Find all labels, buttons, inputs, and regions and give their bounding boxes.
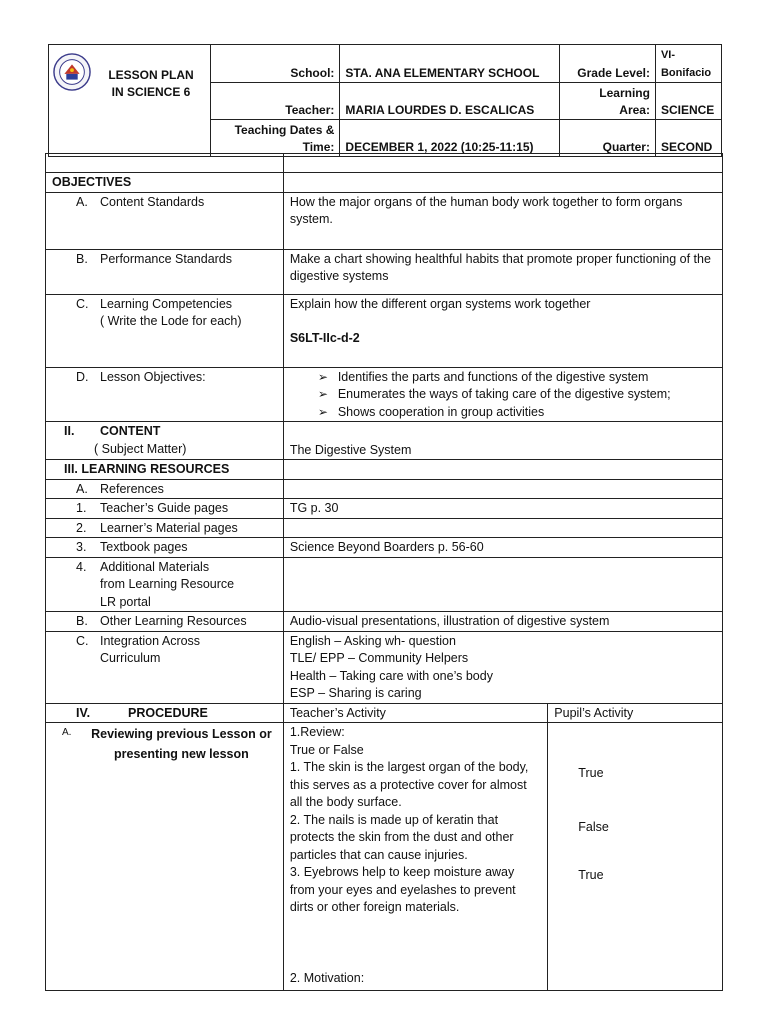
title-line2: IN SCIENCE 6	[111, 85, 191, 99]
header-table	[48, 44, 722, 157]
learning-competencies-label: C. Learning Competencies ( Write the Lode for each)	[46, 294, 284, 367]
lesson-objectives-label: D. Lesson Objectives:	[46, 367, 284, 422]
area-label-line1: Learning	[599, 86, 650, 100]
textbook-label: 3. Textbook pages	[46, 538, 284, 558]
review-question: 3. Eyebrows help to keep moisture away from your eyes and eyelashes to prevent dirts or other foreign materials.	[289, 865, 516, 914]
grade-value: VI-Bonifacio	[655, 45, 721, 83]
dates-label	[210, 120, 340, 157]
motivation-label: 2. Motivation:	[289, 970, 365, 985]
content-standards-value: How the major organs of the human body work together to form organs system.	[283, 192, 722, 249]
pupil-answer: False	[578, 819, 609, 834]
blank-cell-right	[283, 154, 722, 173]
textbook-value: Science Beyond Boarders p. 56-60	[283, 538, 722, 558]
teachers-guide-value: TG p. 30	[283, 499, 722, 519]
pupil-answer: True	[578, 766, 604, 780]
performance-standards-label: B. Performance Standards	[46, 249, 284, 294]
area-label	[560, 83, 656, 120]
teacher-activity-cell	[283, 723, 547, 991]
objective-item: ➢ Identifies the parts and functions of the digestive system	[318, 369, 716, 387]
dates-label-line1: Teaching Dates &	[234, 123, 335, 137]
integration-value	[283, 631, 722, 703]
blank-cell-left	[46, 154, 284, 173]
references-label: A. References	[46, 479, 284, 499]
teacher-activity-header: Teacher’s Activity	[283, 703, 547, 723]
quarter-value: SECOND	[655, 120, 721, 157]
objectives-list	[290, 369, 716, 422]
competencies-sub: ( Write the Lode for each)	[100, 314, 242, 328]
integration-line: English – Asking wh- question	[289, 633, 456, 648]
learners-material-value	[283, 518, 722, 538]
additional-materials-label: 4. Additional Materials from Learning Resource LR portal	[46, 557, 284, 612]
performance-standards-value: Make a chart showing healthful habits that promote proper functioning of the digestive systems	[283, 249, 722, 294]
objective-item: ➢ Shows cooperation in group activities	[318, 404, 716, 422]
review-question: 2. The nails is made up of keratin that protects the skin from the dust and other particles that can cause injuries.	[289, 812, 514, 862]
area-value: SCIENCE	[655, 83, 721, 120]
dates-label-line2: Time:	[302, 140, 335, 154]
other-resources-label: B. Other Learning Resources	[46, 612, 284, 632]
content-sub: ( Subject Matter)	[94, 441, 187, 456]
quarter-label: Quarter:	[560, 120, 656, 157]
lesson-plan-title	[91, 67, 211, 101]
school-label: School:	[210, 45, 340, 83]
review-question: 1. The skin is the largest organ of the body, this serves as a protective cover for almost all the body surface.	[289, 760, 529, 809]
teachers-guide-label: 1. Teacher’s Guide pages	[46, 499, 284, 519]
deped-seal-icon	[53, 53, 91, 91]
pupil-activity-cell	[548, 723, 723, 991]
teacher-label: Teacher:	[210, 83, 340, 120]
other-resources-value: Audio-visual presentations, illustration of digestive system	[283, 612, 722, 632]
review-title: 1.Review:	[289, 725, 345, 739]
integration-line: ESP – Sharing is caring	[289, 686, 422, 700]
integration-label: C. Integration Across Curriculum	[46, 631, 284, 703]
integration-line: TLE/ EPP – Community Helpers	[289, 651, 469, 665]
additional-materials-value	[283, 557, 722, 612]
reviewing-lesson-label: A. Reviewing previous Lesson or presenting new lesson	[46, 723, 284, 991]
review-sub: True or False	[289, 742, 364, 757]
objectives-heading: OBJECTIVES	[46, 173, 284, 193]
integration-line: Health – Taking care with one’s body	[289, 668, 493, 683]
learning-competencies-value: Explain how the different organ systems work together S6LT-IIc-d-2	[283, 294, 722, 367]
objective-item: ➢ Enumerates the ways of taking care of the digestive system;	[318, 386, 716, 404]
content-label: II. CONTENT ( Subject Matter)	[46, 422, 284, 460]
content-value: The Digestive System	[283, 422, 722, 460]
area-label-line2: Area:	[619, 103, 650, 117]
school-value: STA. ANA ELEMENTARY SCHOOL	[340, 45, 560, 83]
title-cell	[49, 45, 211, 157]
lesson-objectives-value	[283, 367, 722, 422]
teacher-value: MARIA LOURDES D. ESCALICAS	[340, 83, 560, 120]
pupil-activity-header: Pupil’s Activity	[548, 703, 723, 723]
grade-label: Grade Level:	[560, 45, 656, 83]
title-line1: LESSON PLAN	[108, 68, 194, 82]
content-standards-label: A. Content Standards	[46, 192, 284, 249]
learners-material-label: 2. Learner’s Material pages	[46, 518, 284, 538]
lesson-table	[45, 153, 723, 991]
procedure-heading: IV. PROCEDURE	[46, 703, 284, 723]
competency-code: S6LT-IIc-d-2	[289, 331, 360, 345]
dates-value: DECEMBER 1, 2022 (10:25-11:15)	[340, 120, 560, 157]
resources-heading: III. LEARNING RESOURCES	[46, 460, 284, 480]
pupil-answer: True	[578, 868, 604, 882]
